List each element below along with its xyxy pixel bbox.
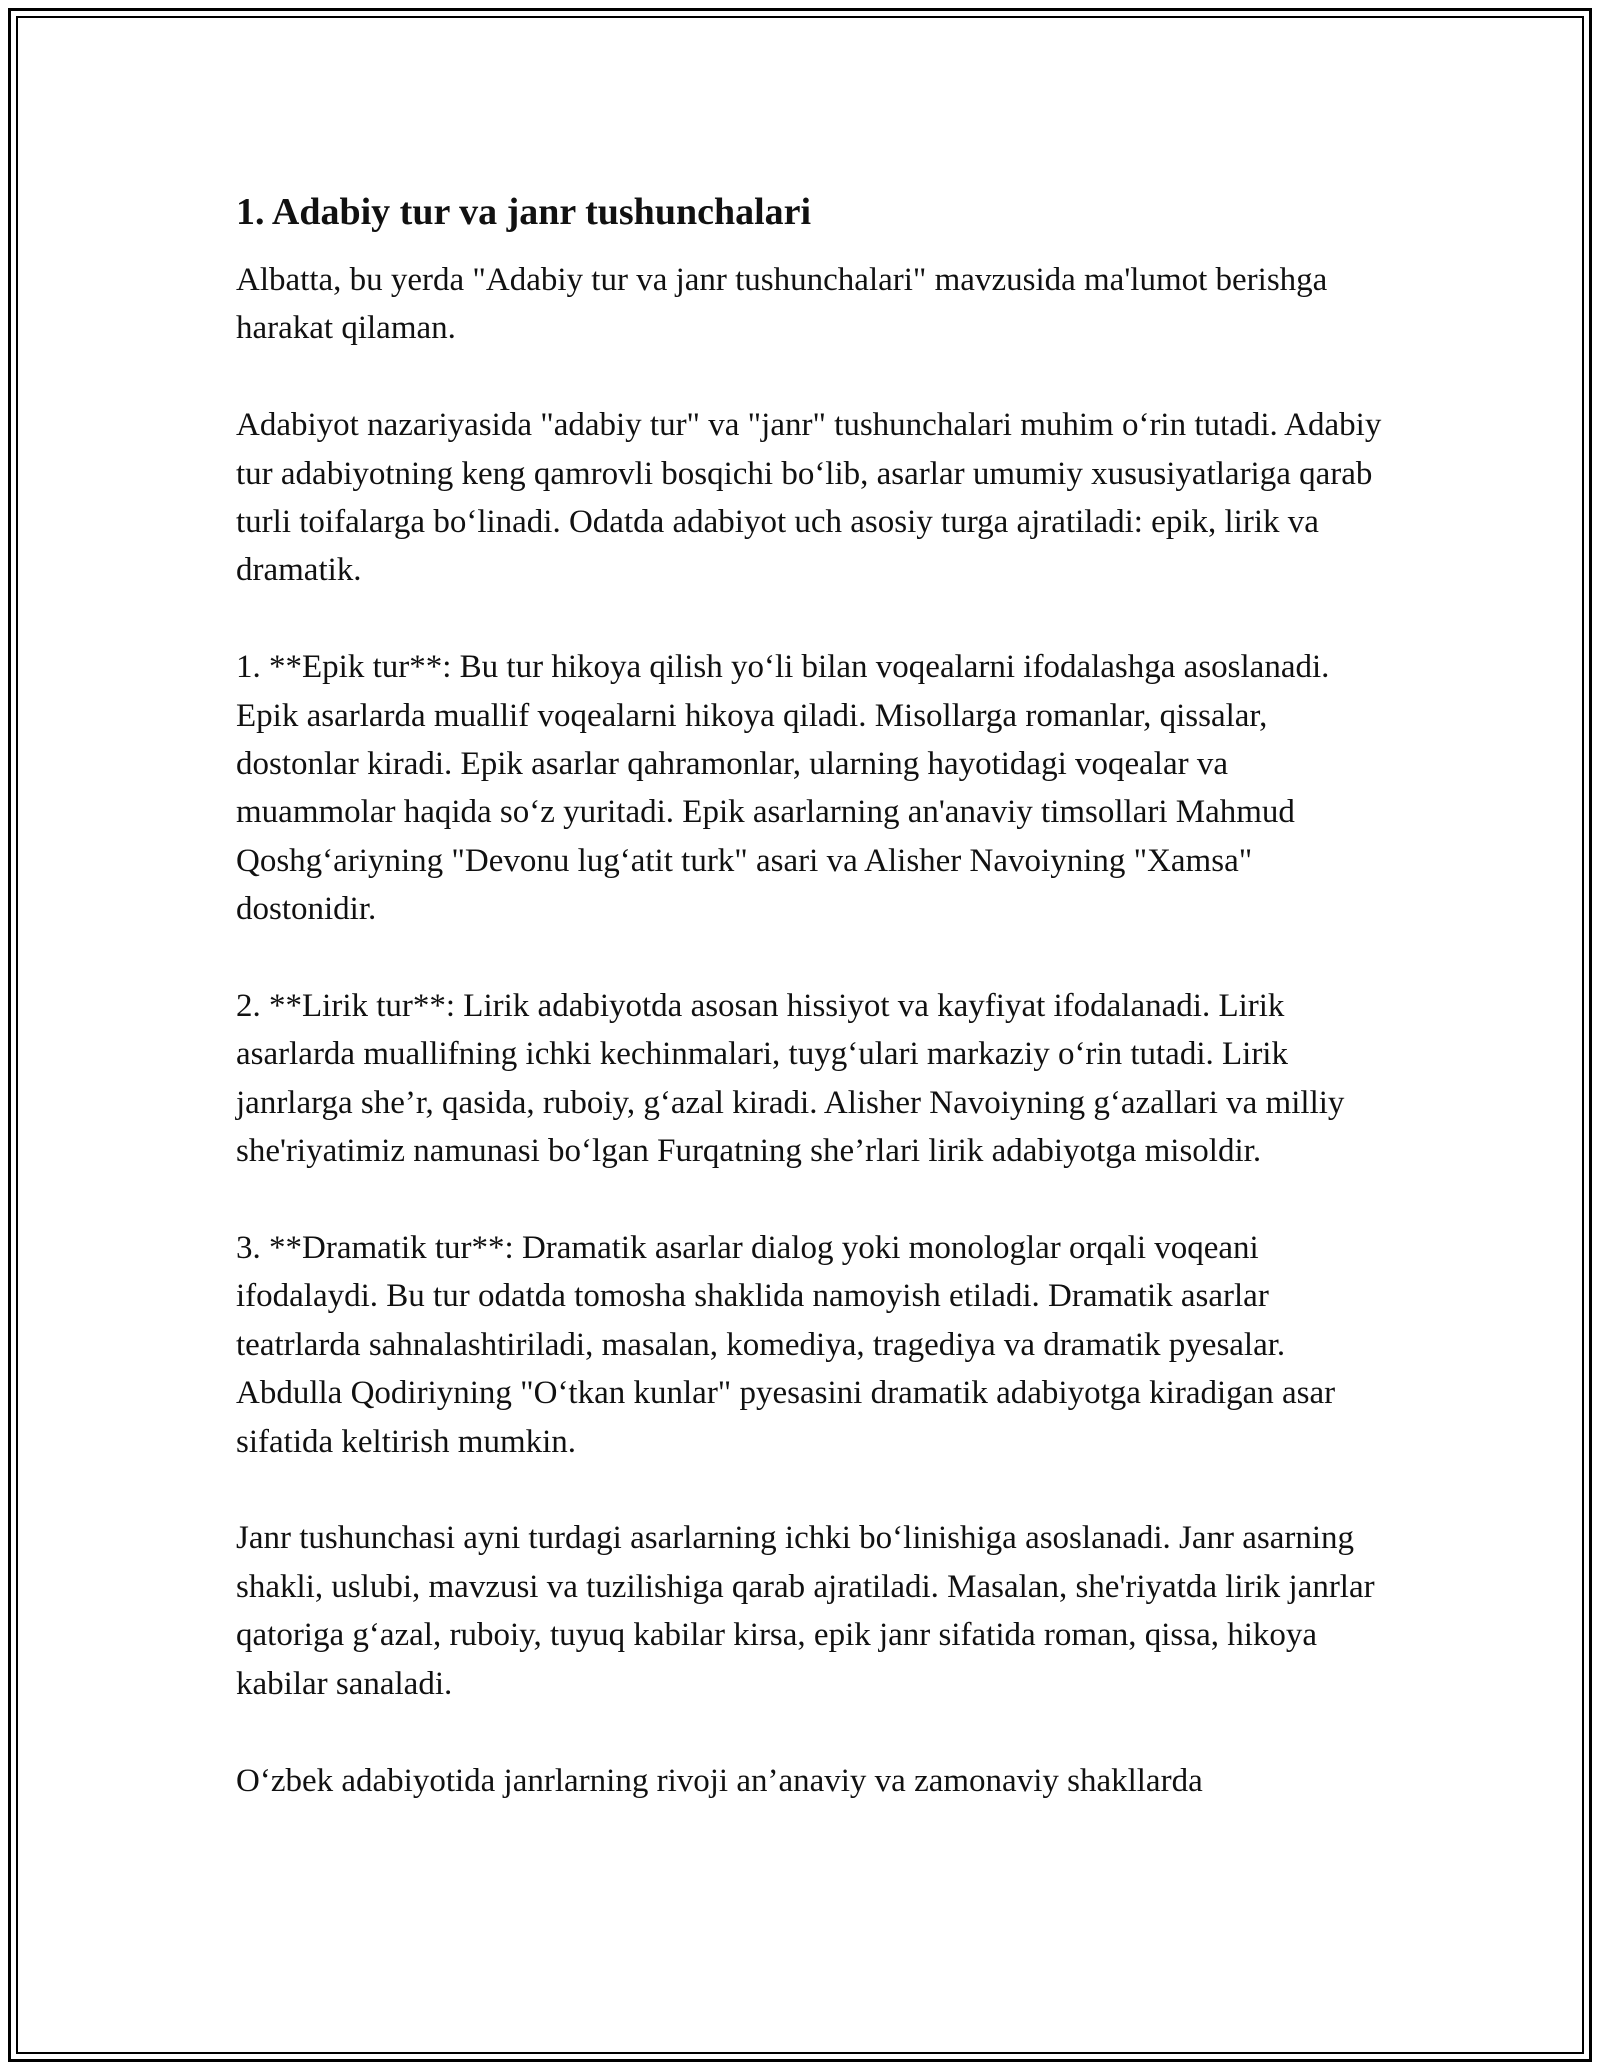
paragraph-genre-concept: Janr tushunchasi ayni turdagi asarlarning ichki bo‘linishiga asoslanadi. Janr asarning shakli, uslubi, mavzusi va tuzilishiga qarab ajratiladi. Masalan, she'riyatda lirik janrlar qatoriga g‘azal, ruboiy, tuyuq kabilar kirsa, epik janr sifatida roman, qissa, hikoya kabilar sanaladi. — [236, 1520, 1375, 1702]
page-title: 1. Adabiy tur va janr tushunchalari — [236, 191, 812, 233]
paragraph-lyric-type: 2. **Lirik tur**: Lirik adabiyotda asosan hissiyot va kayfiyat ifodalanadi. Lirik asarlarda muallifning ichki kechinmalari, tuyg‘ulari markaziy o‘rin tutadi. Lirik janrlarga she’r, qasida, ruboiy, g‘azal kiradi. Alisher Navoiyning g‘azallari va milliy she'riyatimiz namunasi bo‘lgan Furqatning she’rlari lirik adabiyotga misoldir. — [236, 988, 1345, 1170]
paragraph-literary-types: Adabiyot nazariyasida "adabiy tur" va "janr" tushunchalari muhim o‘rin tutadi. Adabiy tur adabiyotning keng qamrovli bosqichi bo‘lib, asarlar umumiy xususiyatlariga qarab turli toifalarga bo‘linadi. Odatda adabiyot uch asosiy turga ajratiladi: epik, lirik va dramatik. — [236, 407, 1382, 589]
paragraph-dramatic-type: 3. **Dramatik tur**: Dramatik asarlar dialog yoki monologlar orqali voqeani ifodalaydi. Bu tur odatda tomosha shaklida namoyish etiladi. Dramatik asarlar teatrlarda sahnalashtiriladi, masalan, komediya, tragediya va dramatik pyesalar. Abdulla Qodiriyning "O‘tkan kunlar" pyesasini dramatik adabiyotga kiradigan asar sifatida keltirish mumkin. — [236, 1230, 1336, 1460]
document-body — [236, 186, 1386, 1853]
paragraph-uzbek-genres: O‘zbek adabiyotida janrlarning rivoji an’anaviy va zamonaviy shakllarda — [236, 1762, 1203, 1799]
paragraph-intro: Albatta, bu yerda "Adabiy tur va janr tushunchalari" mavzusida ma'lumot berishga harakat qilaman. — [236, 262, 1328, 347]
paragraph-epic-type: 1. **Epik tur**: Bu tur hikoya qilish yo‘li bilan voqealarni ifodalashga asoslanadi. Epik asarlarda muallif voqealarni hikoya qiladi. Misollarga romanlar, qissalar, dostonlar kiradi. Epik asarlar qahramonlar, ularning hayotidagi voqealar va muammolar haqida so‘z yuritadi. Epik asarlarning an'anaviy timsollari Mahmud Qoshg‘ariyning "Devonu lug‘atit turk" asari va Alisher Navoiyning "Xamsa" dostonidir. — [236, 649, 1330, 928]
